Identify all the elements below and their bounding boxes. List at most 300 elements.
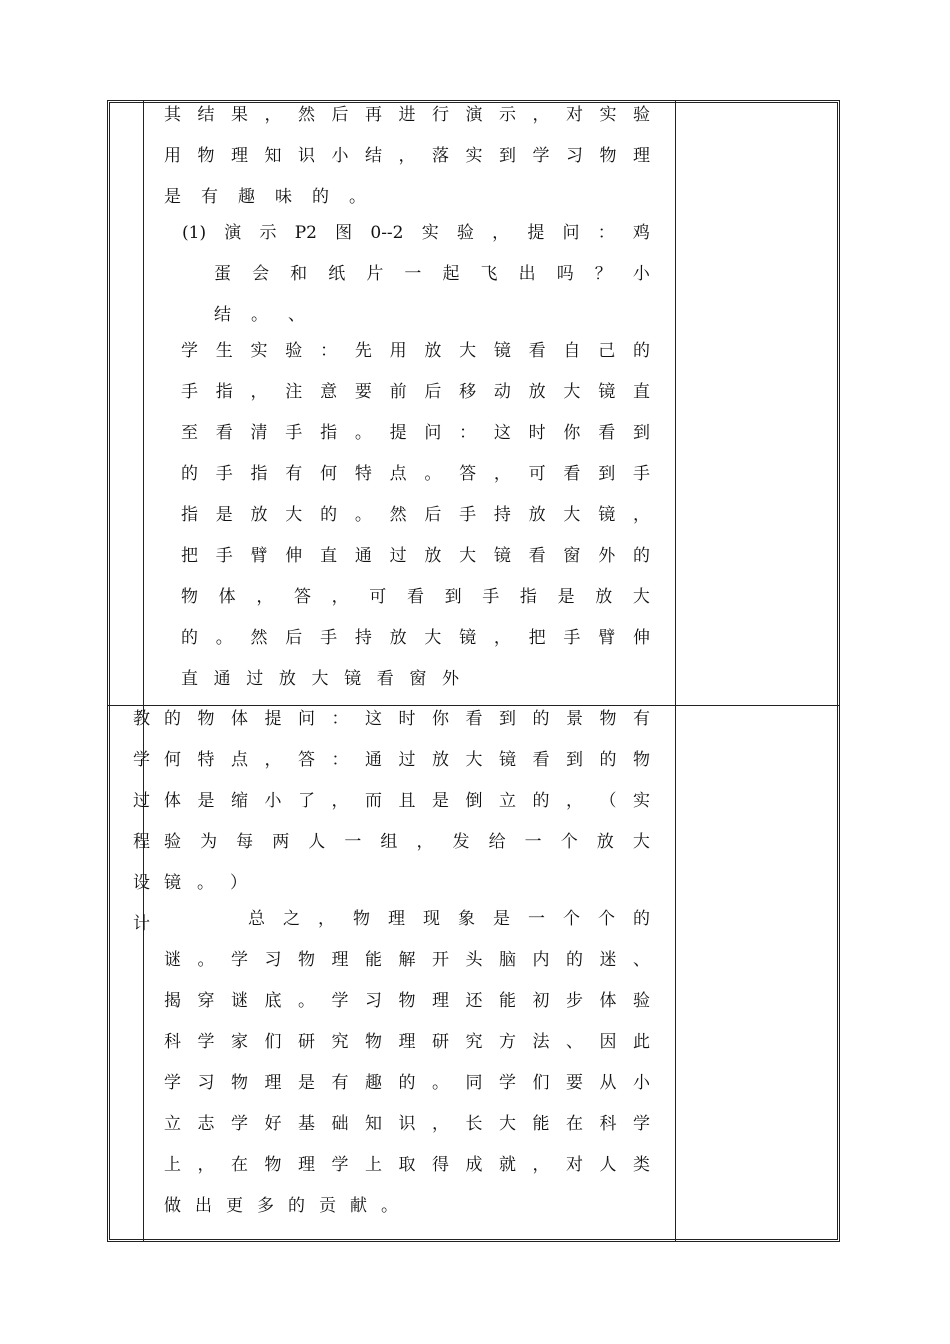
text-token: 镜 bbox=[493, 341, 511, 361]
text-token: 。 bbox=[354, 423, 372, 443]
text-token: 镜 bbox=[598, 505, 616, 525]
text-line bbox=[164, 104, 650, 126]
text-token: 是 bbox=[298, 1073, 315, 1093]
text-token: 示 bbox=[259, 223, 277, 243]
text-token: ， bbox=[632, 505, 650, 525]
text-token: ， bbox=[398, 146, 416, 166]
text-token: 组 bbox=[380, 832, 398, 852]
text-token: 大 bbox=[424, 628, 442, 648]
text-token: 物 bbox=[231, 1073, 248, 1093]
text-token: 穿 bbox=[197, 991, 215, 1011]
text-token: 理 bbox=[388, 909, 405, 929]
text-token: 外 bbox=[442, 669, 459, 689]
text-token: 提 bbox=[264, 709, 282, 729]
text-token: 。 bbox=[381, 1196, 398, 1216]
text-token: 上 bbox=[365, 1155, 382, 1175]
text-token: 到 bbox=[632, 423, 650, 443]
text-token: 手 bbox=[482, 587, 500, 607]
text-token: 持 bbox=[493, 505, 511, 525]
text-token: 知 bbox=[365, 1114, 382, 1134]
text-token: P2 bbox=[294, 223, 317, 243]
text-token: 而 bbox=[365, 791, 382, 811]
text-token: 窗 bbox=[409, 669, 427, 689]
text-token: 片 bbox=[366, 264, 384, 284]
text-token: 的 bbox=[398, 1073, 416, 1093]
text-line bbox=[214, 263, 650, 285]
text-token: 手 bbox=[459, 505, 477, 525]
text-token: 物 bbox=[599, 709, 617, 729]
text-token: 。 bbox=[251, 305, 268, 325]
text-token: 到 bbox=[566, 750, 583, 770]
text-line bbox=[181, 504, 650, 526]
text-token: 何 bbox=[164, 750, 181, 770]
text-token: 验 bbox=[633, 105, 650, 125]
text-token: ： bbox=[597, 223, 615, 243]
text-token: 验 bbox=[633, 991, 650, 1011]
text-token: 小 bbox=[633, 1073, 650, 1093]
text-token: 基 bbox=[298, 1114, 315, 1134]
text-token: ， bbox=[532, 1155, 550, 1175]
text-token: 持 bbox=[354, 628, 372, 648]
text-token: 在 bbox=[231, 1155, 248, 1175]
text-token: 物 bbox=[181, 587, 198, 607]
text-token: 0--2 bbox=[370, 223, 404, 243]
text-token: 时 bbox=[398, 709, 416, 729]
text-token: ， bbox=[250, 382, 268, 402]
side-label-char: 过 bbox=[133, 791, 150, 811]
text-token: 放 bbox=[250, 505, 268, 525]
text-token: 同 bbox=[465, 1073, 483, 1093]
text-token: 验 bbox=[164, 832, 181, 852]
text-token: 理 bbox=[432, 991, 449, 1011]
text-token: 在 bbox=[566, 1114, 583, 1134]
text-token: 过 bbox=[246, 669, 264, 689]
text-token: 每 bbox=[236, 832, 254, 852]
text-token: 点 bbox=[231, 750, 248, 770]
text-line bbox=[164, 790, 650, 812]
text-token: 大 bbox=[311, 669, 329, 689]
text-token: 到 bbox=[499, 709, 516, 729]
text-token: 窗 bbox=[563, 546, 581, 566]
text-token: 看 bbox=[598, 423, 616, 443]
text-token: 是 bbox=[493, 909, 510, 929]
text-token: 能 bbox=[532, 1114, 550, 1134]
text-token: 立 bbox=[499, 791, 516, 811]
text-token: 大 bbox=[499, 1114, 516, 1134]
text-token: 伸 bbox=[285, 546, 303, 566]
text-line bbox=[164, 1072, 650, 1094]
text-line bbox=[181, 545, 650, 567]
text-token: 上 bbox=[164, 1155, 181, 1175]
text-token: ： bbox=[459, 423, 477, 443]
text-token: ， bbox=[493, 464, 511, 484]
text-token: 志 bbox=[197, 1114, 215, 1134]
text-token: 到 bbox=[444, 587, 462, 607]
text-token: 实 bbox=[599, 105, 617, 125]
text-token: 通 bbox=[213, 669, 231, 689]
text-token: 过 bbox=[398, 750, 416, 770]
text-line bbox=[181, 381, 650, 403]
text-token: 答 bbox=[293, 587, 311, 607]
text-token: 放 bbox=[528, 505, 546, 525]
text-token: 镜 bbox=[164, 873, 181, 893]
text-line bbox=[181, 668, 459, 690]
text-token: 理 bbox=[331, 950, 349, 970]
text-token: 放 bbox=[595, 587, 613, 607]
text-token: 、 bbox=[566, 1032, 583, 1052]
text-token: 至 bbox=[181, 423, 198, 443]
text-token: 结 bbox=[214, 305, 231, 325]
text-token: 解 bbox=[398, 950, 416, 970]
text-token: 过 bbox=[389, 546, 407, 566]
text-token: 手 bbox=[285, 423, 303, 443]
text-token: 示 bbox=[499, 105, 516, 125]
text-token: 出 bbox=[195, 1196, 212, 1216]
text-token: 镜 bbox=[493, 546, 511, 566]
text-token: 镜 bbox=[499, 750, 516, 770]
text-token: 问 bbox=[298, 709, 315, 729]
side-label-char: 设 bbox=[133, 873, 150, 893]
text-token: 看 bbox=[376, 669, 394, 689]
text-token: 一 bbox=[344, 832, 362, 852]
text-token: 的 bbox=[312, 187, 329, 207]
text-token: 立 bbox=[164, 1114, 181, 1134]
text-token: 小 bbox=[632, 264, 650, 284]
text-token: 看 bbox=[215, 423, 233, 443]
text-token: ， bbox=[264, 750, 282, 770]
text-token: 这 bbox=[493, 423, 511, 443]
text-token: 习 bbox=[264, 950, 282, 970]
text-token: 体 bbox=[164, 791, 181, 811]
text-token: ？ bbox=[594, 264, 612, 284]
text-token: 到 bbox=[598, 464, 616, 484]
text-token: 起 bbox=[442, 264, 460, 284]
text-token: 学 bbox=[164, 1073, 181, 1093]
text-token: 注 bbox=[285, 382, 303, 402]
text-token: 。 bbox=[215, 628, 233, 648]
text-token: (1) bbox=[182, 223, 207, 243]
text-token: 长 bbox=[465, 1114, 483, 1134]
text-token: 因 bbox=[599, 1032, 617, 1052]
text-token: 趣 bbox=[365, 1073, 382, 1093]
text-token: 把 bbox=[528, 628, 546, 648]
text-token: 有 bbox=[201, 187, 218, 207]
text-token: 发 bbox=[452, 832, 470, 852]
text-token: 且 bbox=[398, 791, 416, 811]
side-label-char: 学 bbox=[133, 750, 150, 770]
text-token: 谜 bbox=[164, 950, 181, 970]
text-token: 人 bbox=[308, 832, 326, 852]
text-token: 演 bbox=[465, 105, 483, 125]
text-token: 识 bbox=[398, 1114, 416, 1134]
text-token: （ bbox=[599, 791, 617, 811]
text-token: 是 bbox=[164, 187, 181, 207]
text-token: 移 bbox=[459, 382, 477, 402]
text-line bbox=[164, 872, 263, 894]
text-token: 图 bbox=[335, 223, 353, 243]
text-token: 。 bbox=[424, 464, 442, 484]
text-token: 结 bbox=[197, 105, 215, 125]
text-token: 们 bbox=[532, 1073, 550, 1093]
text-token: 小 bbox=[331, 146, 349, 166]
text-token: 的 bbox=[599, 750, 617, 770]
text-line bbox=[181, 422, 650, 444]
text-token: 成 bbox=[465, 1155, 483, 1175]
text-token: 有 bbox=[285, 464, 303, 484]
text-token: 看 bbox=[528, 341, 546, 361]
text-token: 们 bbox=[264, 1032, 282, 1052]
text-line bbox=[248, 908, 650, 930]
text-token: 识 bbox=[298, 146, 315, 166]
text-token: 的 bbox=[320, 505, 338, 525]
text-token: 个 bbox=[598, 909, 615, 929]
text-token: 然 bbox=[298, 105, 315, 125]
text-token: 大 bbox=[459, 341, 477, 361]
text-token: 脑 bbox=[499, 950, 516, 970]
text-token: 指 bbox=[250, 464, 268, 484]
text-token: 答 bbox=[298, 750, 315, 770]
text-token: ， bbox=[331, 587, 349, 607]
text-token: 己 bbox=[598, 341, 616, 361]
text-token: 纸 bbox=[328, 264, 346, 284]
text-token: 学 bbox=[231, 1114, 248, 1134]
text-token: 学 bbox=[331, 1155, 349, 1175]
text-token: 个 bbox=[560, 832, 578, 852]
text-token: 揭 bbox=[164, 991, 181, 1011]
text-token: 何 bbox=[320, 464, 338, 484]
text-token: 镜 bbox=[344, 669, 362, 689]
text-token: 学 bbox=[331, 991, 349, 1011]
text-token: ： bbox=[331, 709, 349, 729]
text-token: 的 bbox=[633, 909, 650, 929]
text-token: 物 bbox=[633, 750, 650, 770]
text-token: 自 bbox=[563, 341, 581, 361]
text-token: 是 bbox=[197, 791, 215, 811]
text-token: 体 bbox=[218, 587, 236, 607]
text-token: 物 bbox=[398, 991, 416, 1011]
text-line bbox=[164, 1031, 650, 1053]
text-token: 蛋 bbox=[214, 264, 231, 284]
text-token: 落 bbox=[432, 146, 449, 166]
text-token: 后 bbox=[424, 382, 442, 402]
text-token: 物 bbox=[264, 1155, 282, 1175]
text-token: ， bbox=[318, 909, 335, 929]
text-token: 大 bbox=[465, 750, 483, 770]
text-token: 理 bbox=[398, 1032, 416, 1052]
text-token: 前 bbox=[389, 382, 407, 402]
text-token: ， bbox=[566, 791, 583, 811]
text-token: 放 bbox=[278, 669, 296, 689]
text-token: 个 bbox=[563, 909, 580, 929]
text-token: 学 bbox=[499, 1073, 516, 1093]
text-token: 镜 bbox=[459, 628, 477, 648]
text-token: 初 bbox=[532, 991, 550, 1011]
text-token: 的 bbox=[566, 950, 583, 970]
text-token: 手 bbox=[320, 628, 338, 648]
text-token: 物 bbox=[298, 950, 315, 970]
text-token: 再 bbox=[365, 105, 382, 125]
text-token: 体 bbox=[231, 709, 248, 729]
text-token: ， bbox=[532, 105, 550, 125]
text-token: 到 bbox=[499, 146, 516, 166]
text-token: 的 bbox=[181, 628, 198, 648]
text-token: 家 bbox=[231, 1032, 248, 1052]
text-token: 理 bbox=[633, 146, 650, 166]
text-token: 有 bbox=[331, 1073, 349, 1093]
text-line bbox=[164, 831, 650, 853]
text-token: 实 bbox=[421, 223, 439, 243]
text-token: 之 bbox=[283, 909, 300, 929]
text-token: 小 bbox=[264, 791, 282, 811]
text-token: 指 bbox=[320, 423, 338, 443]
text-token: 对 bbox=[566, 105, 583, 125]
text-token: 迷 bbox=[599, 950, 617, 970]
text-token: ， bbox=[493, 628, 511, 648]
text-token: 物 bbox=[353, 909, 370, 929]
text-token: 的 bbox=[632, 546, 650, 566]
text-token: 大 bbox=[459, 546, 477, 566]
text-token: 物 bbox=[599, 146, 617, 166]
text-token: 缩 bbox=[231, 791, 248, 811]
text-token: 学 bbox=[181, 341, 198, 361]
text-token: 习 bbox=[365, 991, 382, 1011]
text-token: 法 bbox=[532, 1032, 550, 1052]
text-token: 出 bbox=[518, 264, 536, 284]
text-token: ， bbox=[432, 1114, 449, 1134]
text-token: 后 bbox=[331, 105, 349, 125]
text-token: 知 bbox=[264, 146, 282, 166]
text-token: 手 bbox=[563, 628, 581, 648]
text-token: 飞 bbox=[480, 264, 498, 284]
text-token: 了 bbox=[298, 791, 315, 811]
text-token: 鸡 bbox=[632, 223, 650, 243]
text-token: ， bbox=[492, 223, 510, 243]
text-token: 的 bbox=[532, 709, 550, 729]
text-line bbox=[164, 949, 650, 971]
text-token: 用 bbox=[389, 341, 407, 361]
text-token: 要 bbox=[354, 382, 372, 402]
text-token: 提 bbox=[527, 223, 545, 243]
text-token: 的 bbox=[288, 1196, 305, 1216]
text-token: 步 bbox=[566, 991, 583, 1011]
text-token: 理 bbox=[298, 1155, 315, 1175]
text-token: 一 bbox=[404, 264, 422, 284]
text-token: 看 bbox=[465, 709, 483, 729]
side-label-char: 教 bbox=[133, 709, 150, 729]
section-label-teaching-process bbox=[133, 708, 153, 954]
text-token: 象 bbox=[458, 909, 475, 929]
text-token: 就 bbox=[499, 1155, 516, 1175]
text-token: 习 bbox=[566, 146, 583, 166]
text-token: 果 bbox=[231, 105, 248, 125]
text-token: 学 bbox=[197, 1032, 215, 1052]
text-token: 研 bbox=[432, 1032, 449, 1052]
text-token: 一 bbox=[528, 909, 545, 929]
text-token: 其 bbox=[164, 105, 181, 125]
text-token: 人 bbox=[599, 1155, 617, 1175]
text-token: 答 bbox=[459, 464, 477, 484]
text-token: 进 bbox=[398, 105, 416, 125]
text-token: 物 bbox=[197, 146, 215, 166]
text-token: 臂 bbox=[598, 628, 616, 648]
text-token: 要 bbox=[566, 1073, 583, 1093]
text-token: 有 bbox=[633, 709, 650, 729]
text-token: 的 bbox=[632, 341, 650, 361]
text-token: 物 bbox=[197, 709, 215, 729]
text-token: 放 bbox=[596, 832, 614, 852]
side-label-char: 程 bbox=[133, 832, 150, 852]
text-token: 开 bbox=[432, 950, 449, 970]
text-token: 验 bbox=[285, 341, 303, 361]
text-token: 特 bbox=[354, 464, 372, 484]
text-token: 放 bbox=[424, 546, 442, 566]
text-token: 的 bbox=[164, 709, 181, 729]
text-token: 。 bbox=[354, 505, 372, 525]
text-line bbox=[164, 990, 650, 1012]
text-token: 。 bbox=[298, 991, 315, 1011]
column-divider-right bbox=[675, 100, 676, 1242]
text-line bbox=[164, 1113, 650, 1135]
text-token: 然 bbox=[389, 505, 407, 525]
text-token: 先 bbox=[354, 341, 372, 361]
text-token: 把 bbox=[181, 546, 198, 566]
text-token: ， bbox=[264, 105, 282, 125]
text-token: 意 bbox=[320, 382, 338, 402]
text-token: 学 bbox=[633, 1114, 650, 1134]
text-token: 研 bbox=[298, 1032, 315, 1052]
text-token: 直 bbox=[181, 669, 198, 689]
text-token: 理 bbox=[264, 1073, 282, 1093]
text-token: 习 bbox=[197, 1073, 215, 1093]
text-token: 实 bbox=[465, 146, 483, 166]
text-token: 理 bbox=[231, 146, 248, 166]
text-token: 。 bbox=[349, 187, 366, 207]
text-token: 献 bbox=[350, 1196, 367, 1216]
text-token: 、 bbox=[633, 950, 650, 970]
text-token: 问 bbox=[562, 223, 580, 243]
text-token: 大 bbox=[632, 832, 650, 852]
text-token: 伸 bbox=[632, 628, 650, 648]
text-token: 提 bbox=[389, 423, 407, 443]
text-token: 大 bbox=[285, 505, 303, 525]
text-token: 。 bbox=[197, 950, 215, 970]
text-token: 特 bbox=[197, 750, 215, 770]
text-token: 倒 bbox=[465, 791, 483, 811]
text-token: 底 bbox=[264, 991, 282, 1011]
text-token: 体 bbox=[599, 991, 617, 1011]
text-token: 放 bbox=[424, 341, 442, 361]
text-token: 手 bbox=[181, 382, 198, 402]
text-token: 手 bbox=[215, 464, 233, 484]
text-token: 问 bbox=[424, 423, 442, 443]
text-token: ， bbox=[331, 791, 349, 811]
text-token: 。 bbox=[432, 1073, 449, 1093]
text-token: 究 bbox=[331, 1032, 349, 1052]
text-token: 看 bbox=[528, 546, 546, 566]
text-token: 和 bbox=[290, 264, 308, 284]
text-token: 行 bbox=[432, 105, 449, 125]
text-token: 给 bbox=[488, 832, 506, 852]
text-token: 会 bbox=[252, 264, 270, 284]
text-token: 指 bbox=[181, 505, 198, 525]
row-divider bbox=[107, 705, 840, 706]
side-label-char: 计 bbox=[133, 914, 150, 934]
text-token: 你 bbox=[432, 709, 449, 729]
text-token: 放 bbox=[432, 750, 449, 770]
text-token: 然 bbox=[250, 628, 268, 648]
text-token: 通 bbox=[354, 546, 372, 566]
text-token: 看 bbox=[563, 464, 581, 484]
